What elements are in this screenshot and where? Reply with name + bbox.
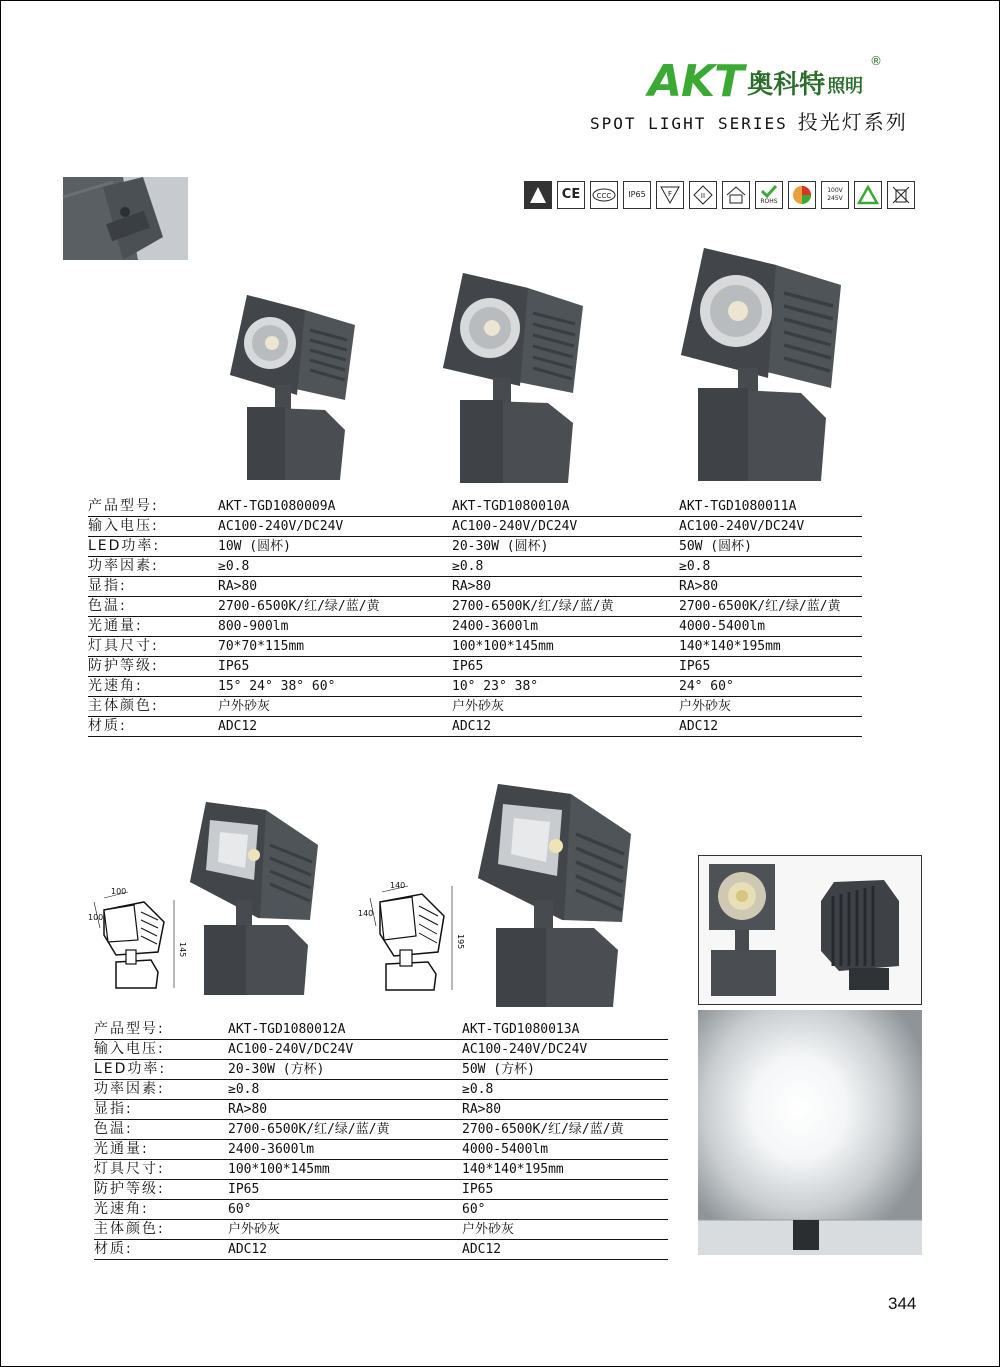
spec-table-2-row — [94, 1160, 668, 1180]
spec-value: 140*140*195mm — [462, 1160, 668, 1180]
spec-value: 50W (圆杯) — [679, 537, 862, 557]
spec-label: 显指: — [94, 1100, 228, 1120]
spec-table-2 — [94, 1020, 668, 1260]
spec-label: 材质: — [88, 717, 218, 737]
spec-table-2-row — [94, 1060, 668, 1080]
dim-width-012a: 100 — [111, 887, 127, 896]
spec-value: AKT-TGD1080013A — [462, 1020, 668, 1040]
svg-text:II: II — [700, 192, 706, 200]
dimension-drawing-013a — [356, 876, 466, 996]
spec-label: 功率因素: — [88, 557, 218, 577]
spec-value: 户外砂灰 — [228, 1220, 462, 1240]
spec-table-2-row — [94, 1240, 668, 1260]
spec-value: 100*100*145mm — [452, 637, 679, 657]
spec-table-1-row — [88, 637, 862, 657]
spec-label: 主体颜色: — [94, 1220, 228, 1240]
spec-value: RA>80 — [462, 1100, 668, 1120]
dimension-drawing-012a — [86, 880, 187, 995]
spec-table-1-row — [88, 717, 862, 737]
spec-label: 光通量: — [88, 617, 218, 637]
spec-value: AC100-240V/DC24V — [679, 517, 862, 537]
spec-table-1-row — [88, 557, 862, 577]
ip65-icon: IP65 — [623, 181, 651, 209]
spec-value: 2700-6500K/红/绿/蓝/黄 — [462, 1120, 668, 1140]
spec-value: 2700-6500K/红/绿/蓝/黄 — [452, 597, 679, 617]
spec-value: ADC12 — [228, 1240, 462, 1260]
spec-table-2-row — [94, 1180, 668, 1200]
spec-value: 60° — [462, 1200, 668, 1220]
dim-width-013a: 140 — [390, 881, 406, 890]
spec-value: 2400-3600lm — [228, 1140, 462, 1160]
spec-table-2-row — [94, 1080, 668, 1100]
spec-label: 灯具尺寸: — [94, 1160, 228, 1180]
spec-value: ≥0.8 — [218, 557, 452, 577]
spec-value: IP65 — [452, 657, 679, 677]
spec-value: 24° 60° — [679, 677, 862, 697]
spec-label: 光速角: — [94, 1200, 228, 1220]
rohs-label: ROHS — [760, 198, 778, 205]
spec-value: 10W (圆杯) — [218, 537, 452, 557]
spec-label: 光速角: — [88, 677, 218, 697]
spec-table-1-row — [88, 657, 862, 677]
spec-label: 防护等级: — [88, 657, 218, 677]
spec-value: AC100-240V/DC24V — [462, 1040, 668, 1060]
lamp-photo-013a — [476, 782, 636, 1010]
spec-label: 产品型号: — [94, 1020, 228, 1040]
spec-value: IP65 — [679, 657, 862, 677]
spec-table-1-row — [88, 677, 862, 697]
spec-value: 10° 23° 38° — [452, 677, 679, 697]
recycle-icon — [854, 181, 882, 209]
dim-depth-013a: 140 — [358, 909, 374, 918]
lamp-photo-009a — [225, 285, 360, 490]
spec-label: 灯具尺寸: — [88, 637, 218, 657]
spec-table-2-row — [94, 1100, 668, 1120]
lamp-photo-011a — [676, 243, 848, 493]
spec-value: AKT-TGD1080012A — [228, 1020, 462, 1040]
spec-label: 色温: — [88, 597, 218, 617]
spec-value: ADC12 — [218, 717, 452, 737]
brand-logo — [648, 54, 882, 107]
spec-table-1-row — [88, 617, 862, 637]
spec-value: ≥0.8 — [228, 1080, 462, 1100]
spec-label: LED功率: — [88, 537, 218, 557]
spec-value: 户外砂灰 — [679, 697, 862, 717]
svg-text:CCC: CCC — [596, 192, 612, 200]
spec-table-1-row — [88, 497, 862, 517]
spec-table-2-row — [94, 1020, 668, 1040]
spec-label: 色温: — [94, 1120, 228, 1140]
spec-value: IP65 — [218, 657, 452, 677]
spec-value: RA>80 — [228, 1100, 462, 1120]
spec-label: 光通量: — [94, 1140, 228, 1160]
no-trash-icon — [887, 181, 915, 209]
logo-latin: AKT — [648, 56, 744, 107]
dim-depth-012a: 100 — [88, 913, 104, 922]
spec-label: LED功率: — [94, 1060, 228, 1080]
spec-table-1 — [88, 497, 862, 737]
spec-value: 50W (方杯) — [462, 1060, 668, 1080]
logo-suffix: 照明 — [827, 76, 864, 97]
spec-value: ≥0.8 — [452, 557, 679, 577]
spec-value: 4000-5400lm — [462, 1140, 668, 1160]
spec-value: IP65 — [228, 1180, 462, 1200]
spec-value: AC100-240V/DC24V — [218, 517, 452, 537]
spec-value: RA>80 — [679, 577, 862, 597]
dim-height-013a: 195 — [456, 934, 465, 950]
spec-label: 产品型号: — [88, 497, 218, 517]
spec-value: 4000-5400lm — [679, 617, 862, 637]
spec-table-1-row — [88, 537, 862, 557]
spec-value: 800-900lm — [218, 617, 452, 637]
spec-value: ≥0.8 — [462, 1080, 668, 1100]
spec-label: 输入电压: — [88, 517, 218, 537]
spec-value: 140*140*195mm — [679, 637, 862, 657]
logo-chinese: 奥科特 — [747, 70, 826, 100]
f-mark-icon — [656, 181, 684, 209]
spec-table-2-row — [94, 1220, 668, 1240]
series-title-cn: 投光灯系列 — [797, 110, 908, 134]
spec-table-1-row — [88, 577, 862, 597]
voltage-icon: 100V 245V — [821, 181, 849, 209]
spec-table-1-row — [88, 597, 862, 617]
lamp-photo-010a — [438, 268, 588, 493]
spec-value: 2700-6500K/红/绿/蓝/黄 — [228, 1120, 462, 1140]
spec-value: 20-30W (圆杯) — [452, 537, 679, 557]
ce-mark-icon: CE — [557, 181, 585, 209]
rohs-icon — [755, 181, 783, 209]
spec-value: 60° — [228, 1200, 462, 1220]
spec-table-2-row — [94, 1040, 668, 1060]
spec-value: AKT-TGD1080009A — [218, 497, 452, 517]
spec-value: 70*70*115mm — [218, 637, 452, 657]
series-title-en: SPOT LIGHT SERIES — [590, 114, 788, 133]
spec-label: 材质: — [94, 1240, 228, 1260]
spec-value: 户外砂灰 — [462, 1220, 668, 1240]
spec-value: 2700-6500K/红/绿/蓝/黄 — [679, 597, 862, 617]
ccc-mark-icon — [590, 181, 618, 209]
spec-table-1-row — [88, 517, 862, 537]
rgb-color-icon — [788, 181, 816, 209]
spec-value: 15° 24° 38° 60° — [218, 677, 452, 697]
spec-value: 2400-3600lm — [452, 617, 679, 637]
spec-label: 功率因素: — [94, 1080, 228, 1100]
series-title — [590, 106, 908, 135]
spec-value: AC100-240V/DC24V — [452, 517, 679, 537]
svg-text:F: F — [667, 190, 673, 198]
spec-label: 输入电压: — [94, 1040, 228, 1060]
spec-value: IP65 — [462, 1180, 668, 1200]
spec-value: ADC12 — [452, 717, 679, 737]
outdoor-lamp-icon — [524, 181, 552, 209]
spec-value: ≥0.8 — [679, 557, 862, 577]
spec-label: 防护等级: — [94, 1180, 228, 1200]
spec-table-2-row — [94, 1140, 668, 1160]
spec-label: 显指: — [88, 577, 218, 597]
product-photo-pair — [698, 855, 922, 1005]
page-number: 344 — [888, 1294, 917, 1313]
spec-value: 2700-6500K/红/绿/蓝/黄 — [218, 597, 452, 617]
spec-label: 主体颜色: — [88, 697, 218, 717]
dim-height-012a: 145 — [178, 942, 187, 958]
spec-value: ADC12 — [679, 717, 862, 737]
indoor-house-icon — [722, 181, 750, 209]
lamp-photo-012a — [188, 800, 323, 1005]
spec-value: RA>80 — [218, 577, 452, 597]
spec-table-2-row — [94, 1200, 668, 1220]
spec-value: AKT-TGD1080011A — [679, 497, 862, 517]
spec-value: 户外砂灰 — [218, 697, 452, 717]
spec-value: 100*100*145mm — [228, 1160, 462, 1180]
spec-table-2-row — [94, 1120, 668, 1140]
beam-effect-photo — [698, 1010, 922, 1255]
spec-value: AC100-240V/DC24V — [228, 1040, 462, 1060]
certification-icons — [524, 181, 915, 209]
detail-thumbnail — [63, 177, 188, 260]
spec-table-1-row — [88, 697, 862, 717]
spec-value: 20-30W (方杯) — [228, 1060, 462, 1080]
spec-value: RA>80 — [452, 577, 679, 597]
spec-value: 户外砂灰 — [452, 697, 679, 717]
spec-value: AKT-TGD1080010A — [452, 497, 679, 517]
spec-value: ADC12 — [462, 1240, 668, 1260]
registered-mark: ® — [870, 54, 882, 68]
class-ii-icon — [689, 181, 717, 209]
